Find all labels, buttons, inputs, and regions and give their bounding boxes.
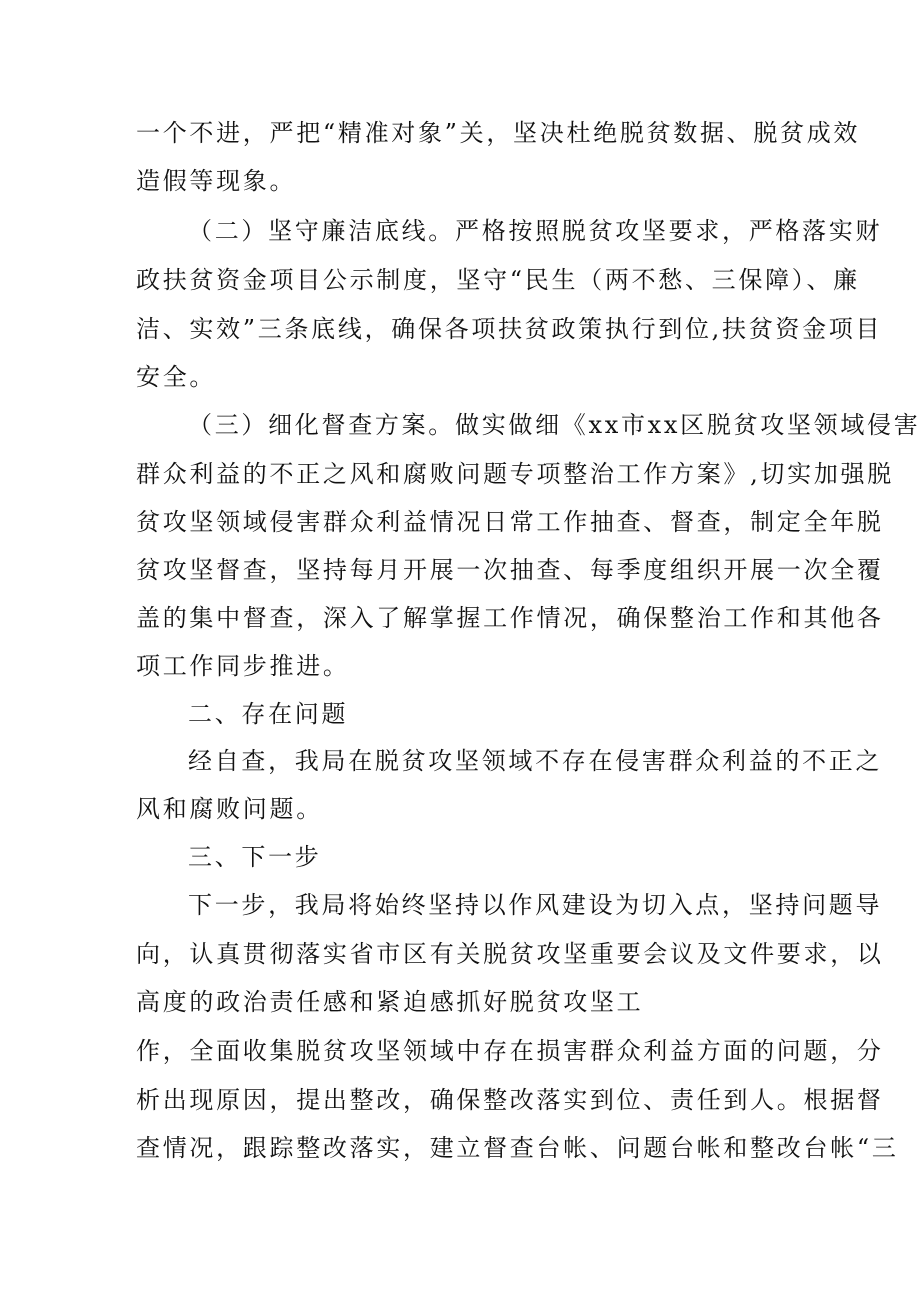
text-line: 群众利益的不正之风和腐败问题专项整治工作方案》,切实加强脱 (136, 460, 894, 488)
text-line: 盖的集中督查，深入了解掌握工作情况，确保整治工作和其他各 (136, 604, 884, 632)
text-line: 洁、实效”三条底线，确保各项扶贫政策执行到位,扶贫资金项目 (136, 315, 883, 343)
section-heading: 三、下一步 (188, 843, 322, 871)
text-line: 安全。 (136, 363, 217, 391)
text-line: 析出现原因，提出整改，确保整改落实到位、责任到人。根据督 (136, 1086, 884, 1114)
text-line: 项工作同步推进。 (136, 652, 350, 680)
text-line: 向，认真贯彻落实省市区有关脱贫攻坚重要会议及文件要求，以 (136, 940, 884, 968)
text-line: 经自查，我局在脱贫攻坚领域不存在侵害群众利益的不正之 (188, 747, 883, 775)
text-line: （三）细化督查方案。做实做细《xx市xx区脱贫攻坚领域侵害 (188, 411, 920, 439)
text-line: 贫攻坚督查，坚持每月开展一次抽查、每季度组织开展一次全覆 (136, 556, 884, 584)
text-line: 下一步，我局将始终坚持以作风建设为切入点，坚持问题导 (188, 891, 883, 919)
text-line: 作，全面收集脱贫攻坚领域中存在损害群众利益方面的问题，分 (136, 1037, 884, 1065)
text-line: 查情况，跟踪整改落实，建立督查台帐、问题台帐和整改台帐“三 (136, 1134, 899, 1162)
text-line: 贫攻坚领域侵害群众利益情况日常工作抽查、督查，制定全年脱 (136, 508, 884, 536)
text-line: 一个不进，严把“精准对象”关，坚决杜绝脱贫数据、脱贫成效 (136, 119, 861, 147)
text-line: 造假等现象。 (136, 167, 297, 195)
text-line: （二）坚守廉洁底线。严格按照脱贫攻坚要求，严格落实财 (188, 217, 883, 245)
text-line: 政扶贫资金项目公示制度，坚守“民生（两不愁、三保障）、廉 (136, 266, 860, 294)
text-line: 高度的政治责任感和紧迫感抓好脱贫攻坚工 (136, 988, 644, 1016)
text-line: 风和腐败问题。 (136, 795, 323, 823)
section-heading: 二、存在问题 (188, 700, 349, 728)
